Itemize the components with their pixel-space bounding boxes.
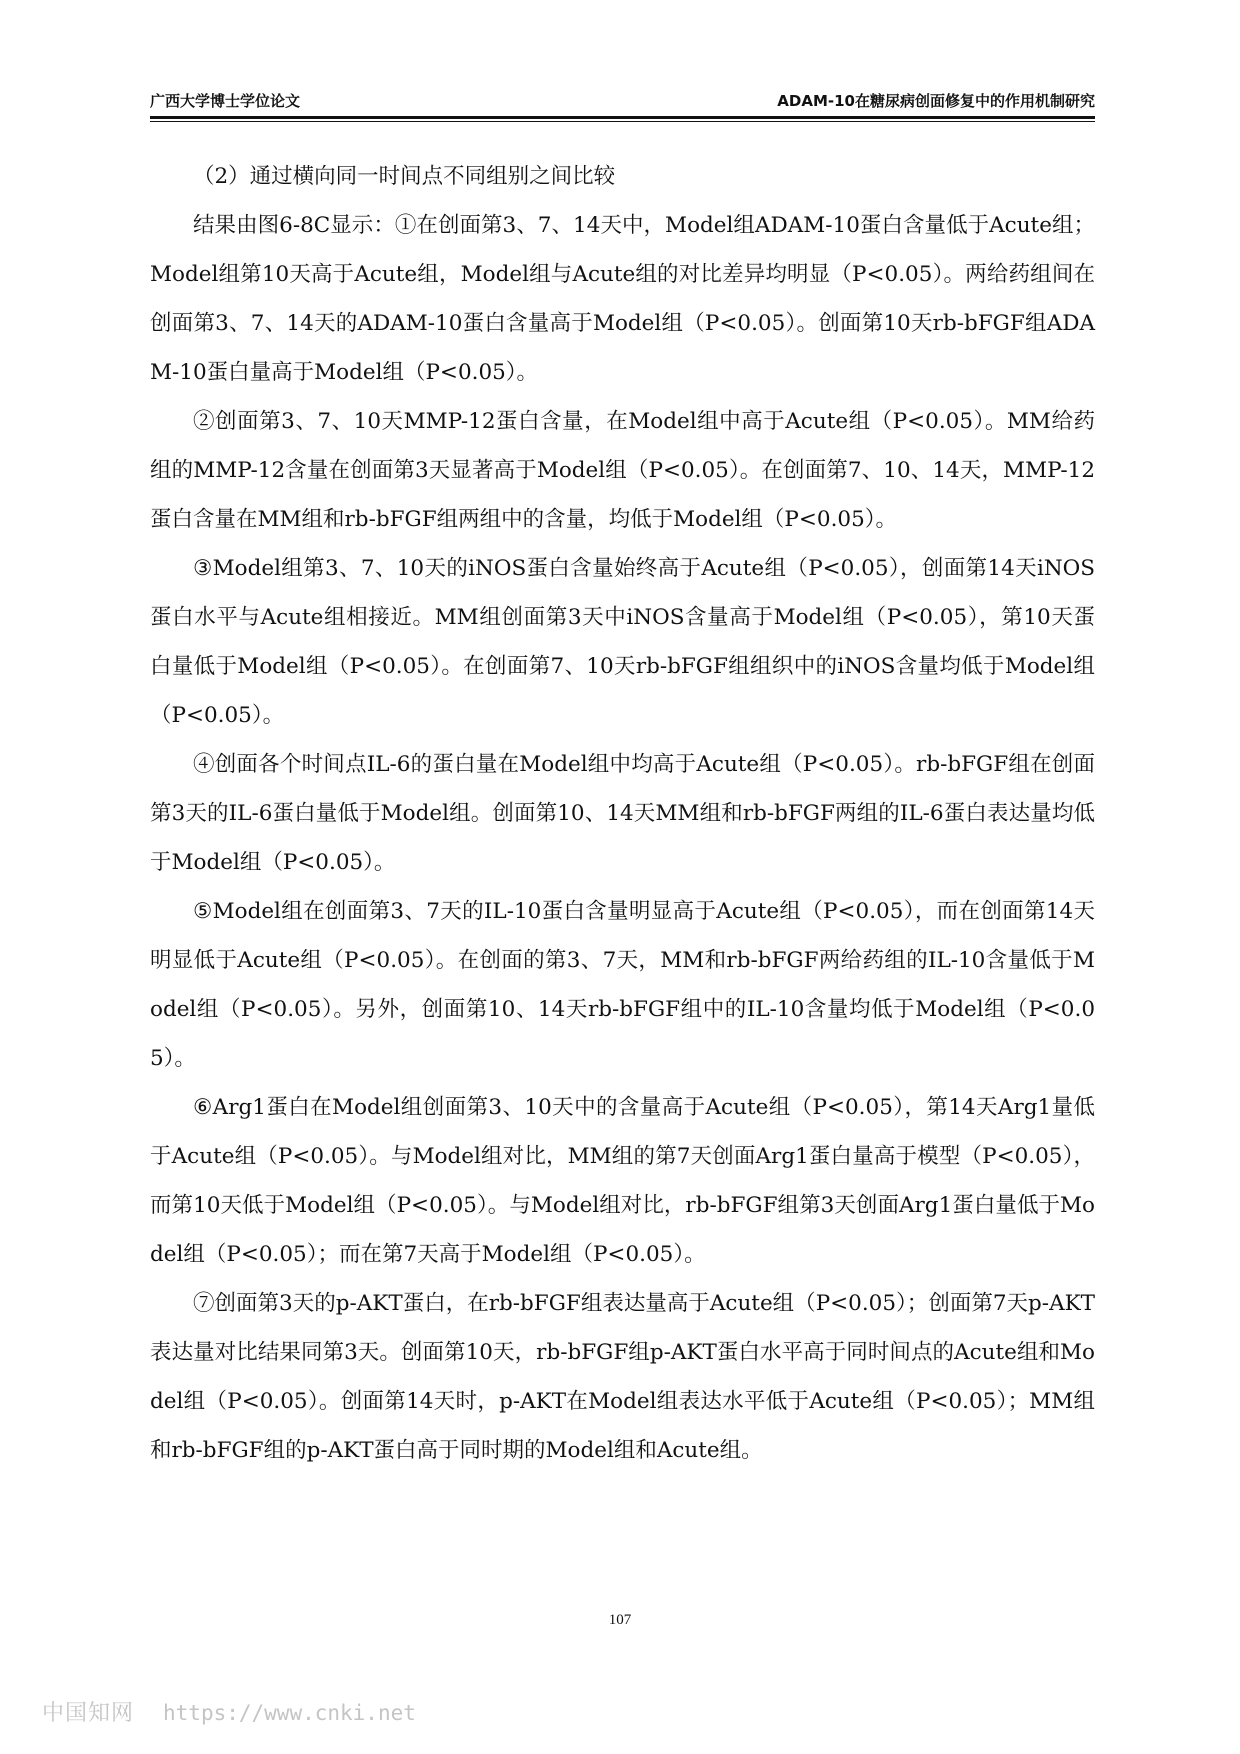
paragraph-section-heading: （2）通过横向同一时间点不同组别之间比较 [193, 164, 616, 189]
watermark-url: https://www.cnki.net [163, 1701, 416, 1725]
body-text [150, 152, 1095, 1475]
running-header [150, 86, 1095, 112]
header-rule-thin [150, 121, 1095, 122]
paragraph-result-7-pakt: ⑦创面第3天的p-AKT蛋白，在rb-bFGF组表达量高于Acute组（P<0.05）；创面第7天p-AKT表达量对比结果同第3天。创面第10天，rb-bFGF组p-AKT蛋白水平高于同时间点的Acute组和Model组（P<0.05）。创面第14天时，p-AKT在Model组表达水平低于Acute组（P<0.05）；MM组和rb-bFGF组的p-AKT蛋白高于同时期的Model组和Acute组。 [150, 1291, 1095, 1463]
header-rule [150, 116, 1095, 119]
cnki-watermark [42, 1696, 416, 1727]
page-number: 107 [608, 1612, 632, 1628]
watermark-site-name: 中国知网 [42, 1701, 135, 1726]
paragraph-result-6-arg1: ⑥Arg1蛋白在Model组创面第3、10天中的含量高于Acute组（P<0.05），第14天Arg1量低于Acute组（P<0.05）。与Model组对比，MM组的第7天创面Arg1蛋白量高于模型（P<0.05），而第10天低于Model组（P<0.05）。与Model组对比，rb-bFGF组第3天创面Arg1蛋白量低于Model组（P<0.05）；而在第7天高于Model组（P<0.05）。 [150, 1095, 1095, 1267]
header-thesis-title: 广西大学博士学位论文 [150, 92, 301, 110]
paragraph-result-5-il10: ⑤Model组在创面第3、7天的IL-10蛋白含量明显高于Acute组（P<0.05），而在创面第14天明显低于Acute组（P<0.05）。在创面的第3、7天，MM和rb-bFGF两给药组的IL-10含量低于Model组（P<0.05）。另外，创面第10、14天rb-bFGF组中的IL-10含量均低于Model组（P<0.05）。 [150, 899, 1095, 1071]
paragraph-result-1-adam10: 结果由图6-8C显示：①在创面第3、7、14天中，Model组ADAM-10蛋白含量低于Acute组；Model组第10天高于Acute组，Model组与Acute组的对比差异均明显（P<0.05）。两给药组间在创面第3、7、14天的ADAM-10蛋白含量高于Model组（P<0.05）。创面第10天rb-bFGF组ADAM-10蛋白量高于Model组（P<0.05）。 [150, 213, 1095, 385]
paragraph-result-2-mmp12: ②创面第3、7、10天MMP-12蛋白含量，在Model组中高于Acute组（P<0.05）。MM给药组的MMP-12含量在创面第3天显著高于Model组（P<0.05）。在创面第7、10、14天，MMP-12蛋白含量在MM组和rb-bFGF组两组中的含量，均低于Model组（P<0.05）。 [150, 409, 1095, 532]
header-chapter-title: ADAM-10在糖尿病创面修复中的作用机制研究 [777, 92, 1095, 110]
paragraph-result-3-inos: ③Model组第3、7、10天的iNOS蛋白含量始终高于Acute组（P<0.05），创面第14天iNOS蛋白水平与Acute组相接近。MM组创面第3天中iNOS含量高于Model组（P<0.05），第10天蛋白量低于Model组（P<0.05）。在创面第7、10天rb-bFGF组组织中的iNOS含量均低于Model组（P<0.05）。 [150, 556, 1095, 728]
paragraph-result-4-il6: ④创面各个时间点IL-6的蛋白量在Model组中均高于Acute组（P<0.05）。rb-bFGF组在创面第3天的IL-6蛋白量低于Model组。创面第10、14天MM组和rb-bFGF两组的IL-6蛋白表达量均低于Model组（P<0.05）。 [150, 752, 1095, 875]
